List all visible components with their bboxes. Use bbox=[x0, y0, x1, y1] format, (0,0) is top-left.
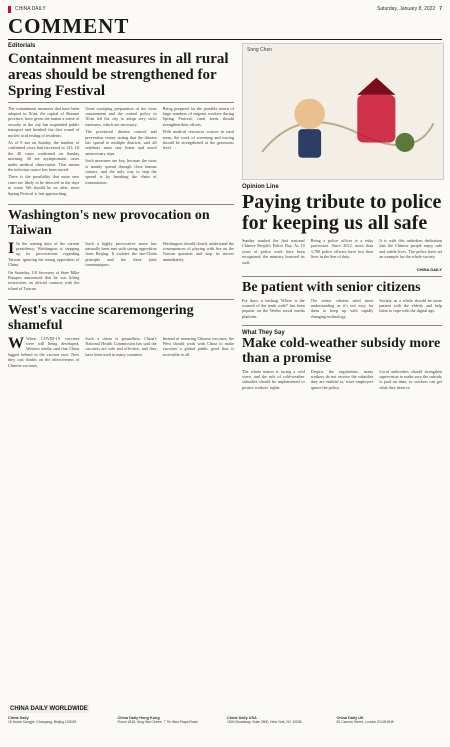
western-headline: West's vaccine scaremongering shameful bbox=[8, 302, 194, 333]
western-paragraph: Instead of smearing Chinese vaccines, the West should work with China to make vaccines a global public good that is accessible to all. bbox=[162, 335, 234, 357]
opinion-columns bbox=[242, 238, 442, 267]
western-columns bbox=[8, 336, 234, 370]
patient-headline: Be patient with senior citizens bbox=[242, 279, 421, 295]
section-title: COMMENT bbox=[8, 14, 130, 38]
dropcap-letter: W bbox=[8, 334, 24, 352]
washington-columns bbox=[8, 241, 234, 294]
washington-paragraph: On Saturday, US Secretary of State Mike Pompeo announced that he was lifting restrictions on official contacts with the island of Taiwan. bbox=[8, 269, 80, 291]
page-number: 7 bbox=[439, 6, 442, 12]
western-paragraph: When COVID-19 vaccines were still being developed, Western media said that China lagged behind in the vaccine race. Now they cast doubts on the effectiveness of Chinese vaccines. bbox=[8, 335, 80, 368]
patient-paragraph: The senior citizens need more understanding as it's not easy for them to keep up with rapidly changing technology. bbox=[310, 297, 374, 319]
rule bbox=[8, 39, 442, 40]
office-block: China Daily USA 1500 Broadway, Suite 2800, New York, NY 10036 bbox=[227, 716, 302, 725]
opinion-paragraph: Being a police officer is a risky profession. Since 2012, more than 3,700 police officers have lost their lives in the line of duty. bbox=[310, 238, 374, 260]
washington-paragraph: Such a highly provocative move has naturally been met with strong opposition from Beijing. It violates the one-China principle and the three joint communiques. bbox=[85, 240, 157, 268]
editorial-paragraph: Such measures are key, because the virus is mainly spread through close human contact, and the only way to stop the spread is by breaking the chain of transmission. bbox=[85, 158, 157, 185]
office-block: China Daily UK 90 Cannon Street, London EC4N 6HA bbox=[336, 716, 394, 725]
cartoon-credit: Song Chen bbox=[247, 47, 273, 53]
washington-paragraph: In the waning days of the current presidency, Washington is stepping up its provocations regarding Taiwan, ignoring the strong opposition of China. bbox=[8, 240, 80, 268]
red-tick bbox=[8, 6, 11, 13]
editorials-block bbox=[8, 43, 234, 392]
editorials-kicker: Editorials bbox=[8, 43, 36, 49]
cartoon-illustration bbox=[243, 44, 443, 179]
masthead bbox=[8, 4, 442, 14]
editorial-columns bbox=[8, 106, 234, 199]
editorial-paragraph: There is the possibility that more new cases are likely to be detected in the days to come. We should be on alert, since Spring Festival is fast approaching. bbox=[8, 174, 80, 196]
patient-columns bbox=[242, 298, 442, 322]
editorial-cartoon bbox=[242, 43, 444, 180]
footer-offices bbox=[8, 716, 442, 724]
subsidy-paragraph: The whole nation is facing a cold wave, and the rule of cold-weather subsidies should be implemented to protect workers' rights. bbox=[242, 368, 305, 390]
editorial-headline: Containment measures in all rural areas should be strengthened for Spring Festival bbox=[8, 51, 229, 99]
editorial-paragraph: The provincial disease control and prevention center, noting that the disease has spread to multiple districts, said all residents must stay home and avoid unnecessary trips. bbox=[85, 129, 157, 156]
washington-headline: Washington's new provocation on Taiwan bbox=[8, 207, 210, 238]
opinion-byline: CHINA DAILY bbox=[416, 267, 442, 273]
western-paragraph: Such a claim is groundless. China's National Health Commission has said the vaccines are safe and effective, and they have been used in many countries. bbox=[85, 335, 157, 357]
footer-title: CHINA DAILY WORLDWIDE bbox=[10, 706, 88, 712]
paper-name: CHINA DAILY bbox=[15, 6, 46, 12]
opinion-paragraph: Sunday marked the first national Chinese People's Police Day. As 10 years of police work have been recognized, the ministry honored its staff. bbox=[242, 238, 305, 265]
editorial-paragraph: Great sweeping preparation of the virus containment and the control policy in Xi'an led the city to adopt very strict measures, which are necessary. bbox=[85, 105, 157, 127]
washington-paragraph: Washington should clearly understand the consequences of playing with fire on the Taiwan question and stop its moves immediately. bbox=[162, 240, 234, 262]
office-block: China Daily 15 Huixin Dongjie, Chaoyang, Beijing 100029 bbox=[8, 716, 77, 725]
opinion-headline: Paying tribute to police for keeping us all safe bbox=[242, 191, 442, 234]
editorial-paragraph: As of 8 am on Sunday, the number of confirmed cases had increased to 123. Of the 40 cases confirmed on Sunday morning, 36 are asymptomatic cases under medical observation. That means the infection source has been traced. bbox=[8, 139, 80, 172]
editorial-paragraph: Being prepared for the possible return of large numbers of migrant workers during Spring Festival, rural areas should strengthen their efforts. bbox=[162, 105, 234, 127]
editorial-paragraph: With medical resources scarcer in rural areas, the work of screening and tracing should be strengthened at the grassroots level. bbox=[162, 129, 234, 151]
issue-date: Saturday, January 8, 2022 bbox=[376, 6, 436, 12]
opinion-tag: Opinion Line bbox=[242, 184, 279, 190]
subsidy-columns bbox=[242, 369, 442, 393]
patient-paragraph: Society as a whole should be more patient with the elderly and help them to cope with the digital age. bbox=[379, 297, 443, 314]
right-column bbox=[242, 43, 442, 392]
opinion-paragraph: It is with this unbroken dedication that the Chinese people enjoy safe and stable lives. The police have set an example for the whole society. bbox=[379, 238, 443, 260]
subsidy-paragraph: Despite the regulations, many workers do not receive the subsidies they are entitled to, since employers ignore the policy. bbox=[310, 368, 374, 390]
subsidy-tag: What They Say bbox=[242, 329, 285, 336]
top-grid bbox=[8, 43, 442, 392]
patient-paragraph: For days, a hashtag 'Where is the warmth of the tenth code?' has been popular on the Weibo social media platform. bbox=[242, 297, 305, 319]
office-block: China Daily Hong Kong Room 1818, Hing Wai Centre, 7 Tin Wan Praya Road bbox=[117, 716, 198, 725]
dropcap-letter: I bbox=[8, 239, 15, 257]
subsidy-headline: Make cold-weather subsidy more than a promise bbox=[242, 335, 441, 366]
subsidy-paragraph: Local authorities should strengthen supervision to make sure the subsidy is paid on time, so workers can get what they deserve. bbox=[379, 368, 443, 390]
footer bbox=[8, 695, 442, 739]
editorial-paragraph: The containment measures that have been adopted in Xi'an, the capital of Shaanxi province, have given the nation a sense of security as the city has suspended public transport and finished the first round of nucleic acid testing of residents. bbox=[8, 105, 80, 138]
